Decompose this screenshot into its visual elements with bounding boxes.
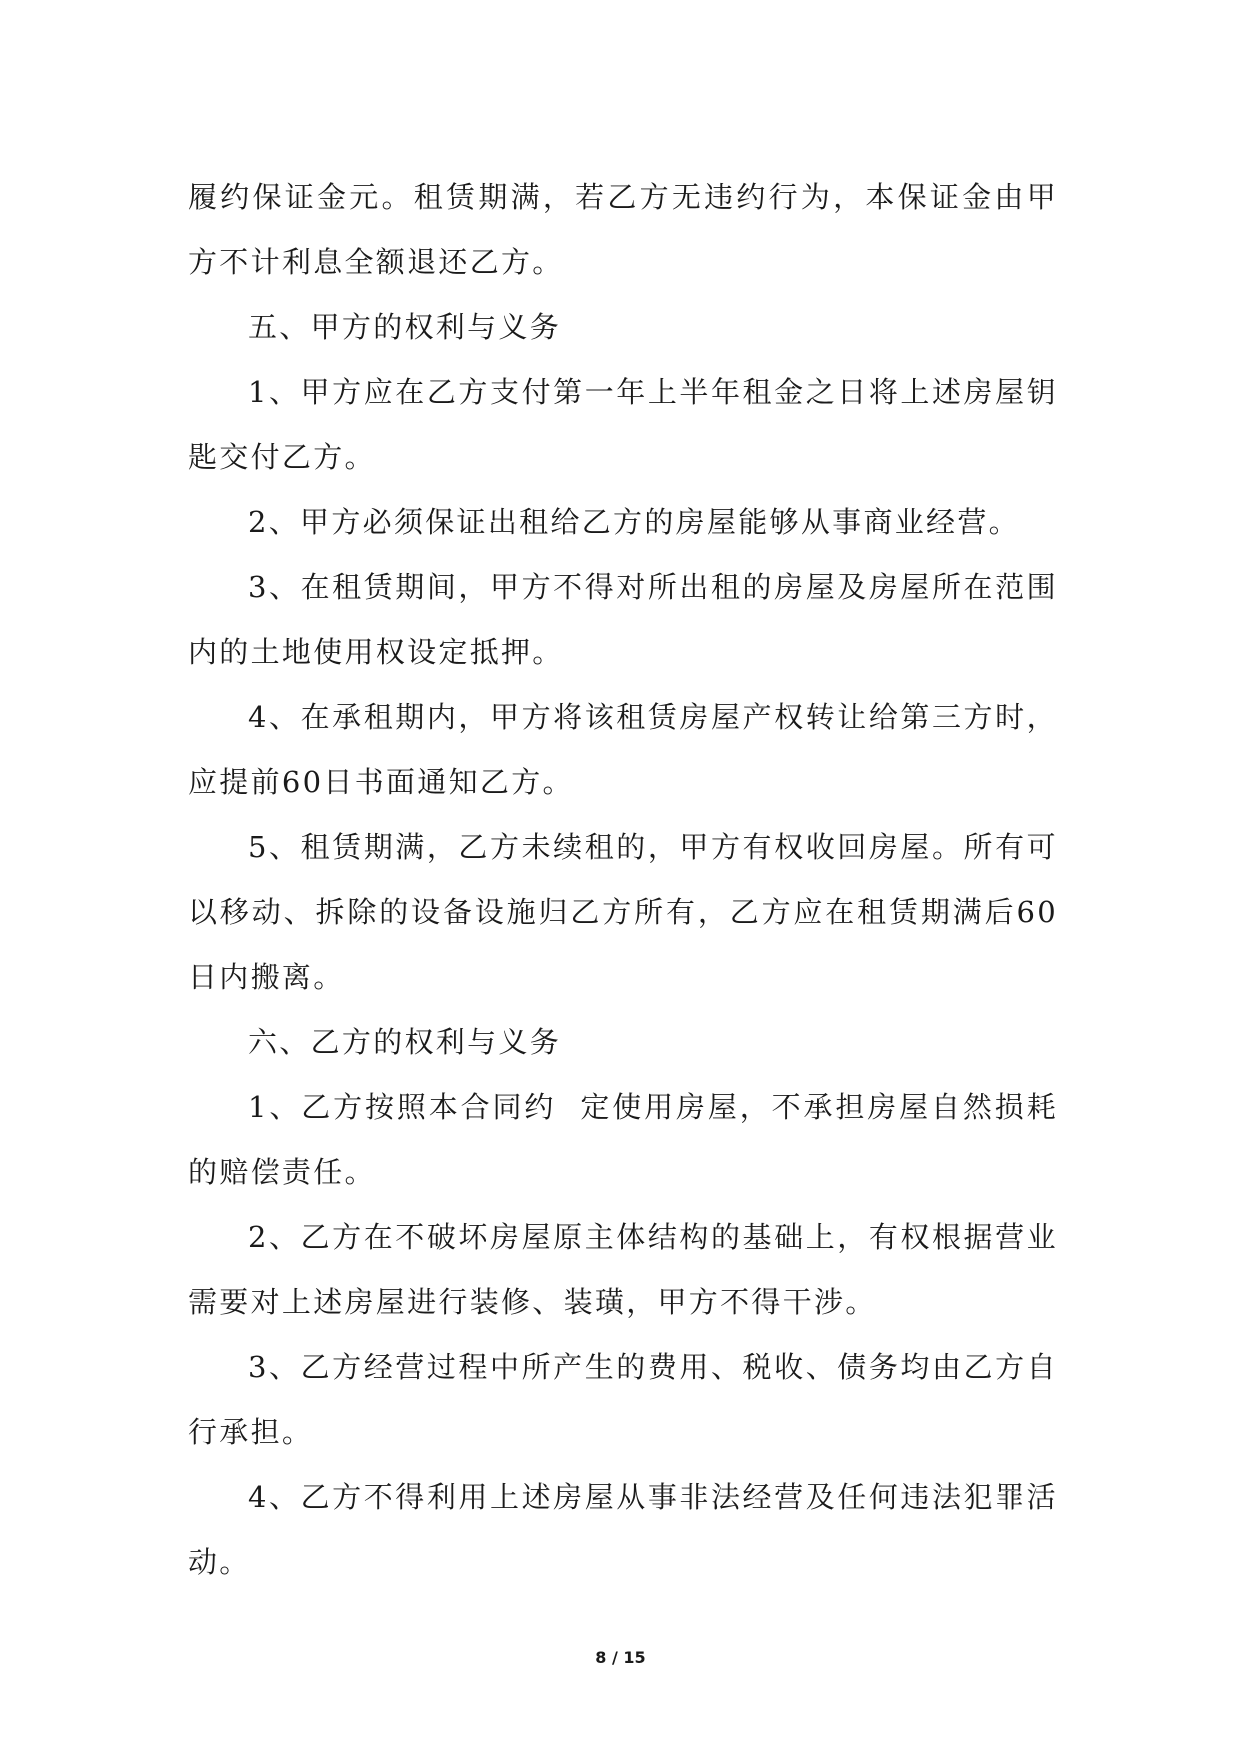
paragraph: 履约保证金元。租赁期满，若乙方无违约行为，本保证金由甲方不计利息全额退还乙方。 bbox=[188, 180, 1058, 279]
paragraph: 2、甲方必须保证出租给乙方的房屋能够从事商业经营。 bbox=[248, 505, 1020, 539]
document-body bbox=[188, 165, 1058, 1595]
paragraph: 2、乙方在不破坏房屋原主体结构的基础上，有权根据营业需要对上述房屋进行装修、装璜，甲方不得干涉。 bbox=[188, 1220, 1058, 1319]
page-number: 8 / 15 bbox=[595, 1648, 646, 1667]
section-heading: 五、甲方的权利与义务 bbox=[248, 310, 562, 344]
paragraph: 4、在承租期内，甲方将该租赁房屋产权转让给第三方时，应提前60日书面通知乙方。 bbox=[188, 700, 1058, 799]
paragraph: 1、乙方按照本合同约 定使用房屋，不承担房屋自然损耗的赔偿责任。 bbox=[188, 1090, 1058, 1189]
section-heading: 六、乙方的权利与义务 bbox=[248, 1025, 562, 1059]
paragraph: 4、乙方不得利用上述房屋从事非法经营及任何违法犯罪活动。 bbox=[188, 1480, 1058, 1579]
paragraph: 3、乙方经营过程中所产生的费用、税收、债务均由乙方自行承担。 bbox=[188, 1350, 1058, 1449]
paragraph: 1、甲方应在乙方支付第一年上半年租金之日将上述房屋钥匙交付乙方。 bbox=[188, 375, 1058, 474]
paragraph: 3、在租赁期间，甲方不得对所出租的房屋及房屋所在范围内的土地使用权设定抵押。 bbox=[188, 570, 1058, 669]
paragraph: 5、租赁期满，乙方未续租的，甲方有权收回房屋。所有可以移动、拆除的设备设施归乙方所有，乙方应在租赁期满后60日内搬离。 bbox=[188, 830, 1058, 994]
